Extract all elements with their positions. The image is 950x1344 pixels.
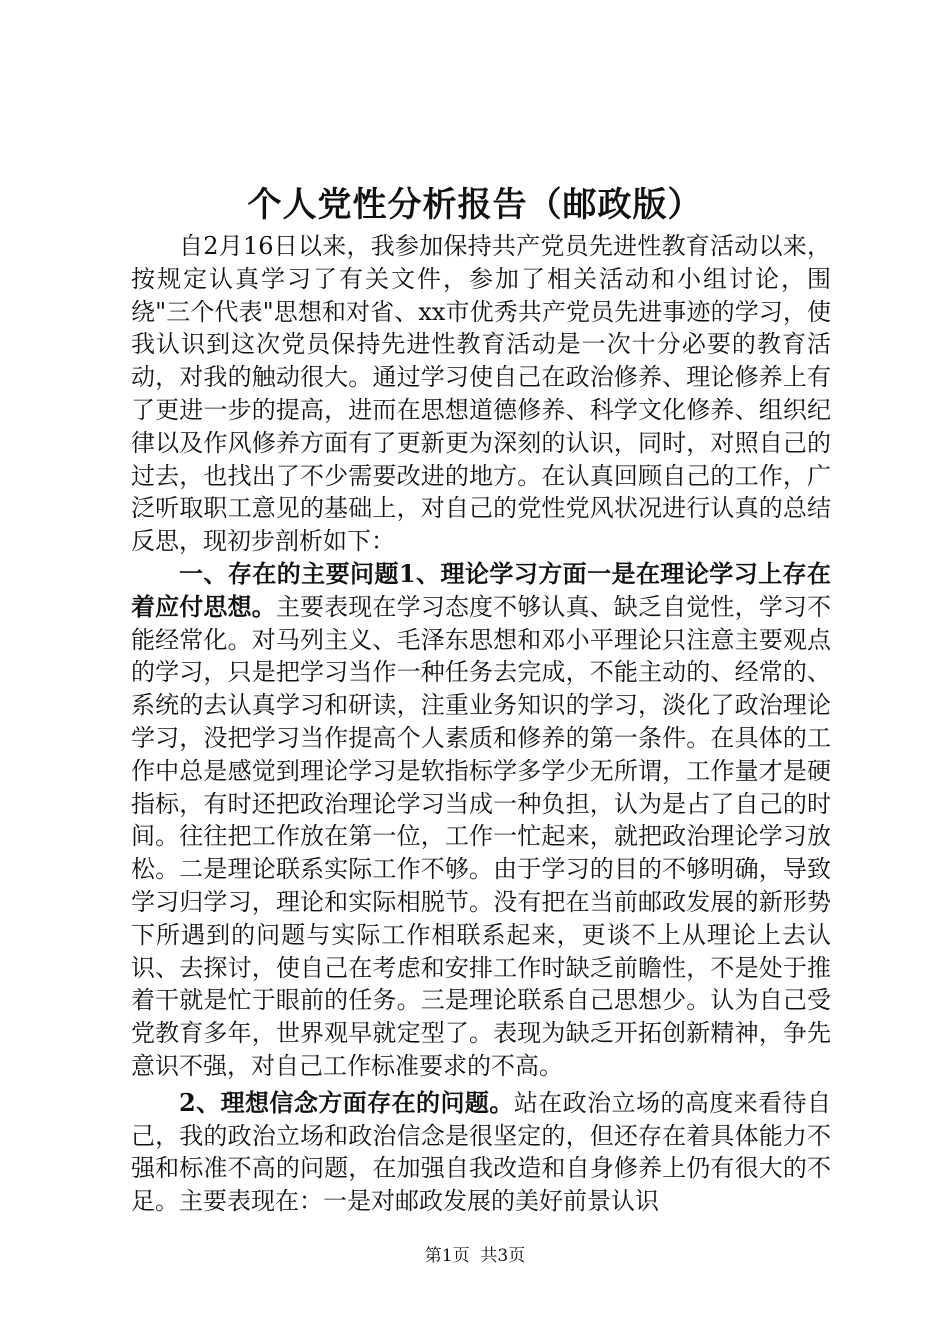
paragraph-text: 自2月16日以来，我参加保持共产党员先进性教育活动以来，按规定认真学习了有关文件，参加了相关活动和小组讨论，围绕"三个代表"思想和对省、xx市优秀共产党员先进事迹的学习，使我认识到这次党员保持先进性教育活动是一次十分必要的教育活动，对我的触动很大。通过学习使自己在政治修养、理论修养上有了更进一步的提高，进而在思想道德修养、科学文化修养、组织纪律以及作风修养方面有了更新更为深刻的认识，同时，对照自己的过去，也找出了不少需要改进的地方。在认真回顾自己的工作，广泛听取职工意见的基础上，对自己的党性党风状况进行认真的总结反思，现初步剖析如下： xyxy=(131,232,831,556)
paragraph-section-1 xyxy=(131,558,831,1083)
paragraph-text: 主要表现在学习态度不够认真、缺乏自觉性，学习不能经常化。对马列主义、毛泽东思想和邓小平理论只注意主要观点的学习，只是把学习当作一种任务去完成，不能主动的、经常的、系统的去认真学习和研读，注重业务知识的学习，淡化了政治理论学习，没把学习当作提高个人素质和修养的第一条件。在具体的工作中总是感觉到理论学习是软指标学多学少无所谓，工作量才是硬指标，有时还把政治理论学习当成一种负担，认为是占了自己的时间。往往把工作放在第一位，工作一忙起来，就把政治理论学习放松。二是理论联系实际工作不够。由于学习的目的不够明确，导致学习归学习，理论和实际相脱节。没有把在当前邮政发展的新形势下所遇到的问题与实际工作相联系起来，更谈不上从理论上去认识、去探讨，使自己在考虑和安排工作时缺乏前瞻性，不是处于推着干就是忙于眼前的任务。三是理论联系自己思想少。认为自己受党教育多年，世界观早就定型了。表现为缺乏开拓创新精神，争先意识不强，对自己工作标准要求的不高。 xyxy=(131,592,832,1080)
paragraph-intro xyxy=(131,230,831,558)
page-footer xyxy=(0,1244,950,1268)
document-body xyxy=(131,230,831,1218)
paragraph-text: 站在政治立场的高度来看待自己，我的政治立场和政治信念是很坚定的，但还存在着具体能力不强和标准不高的问题，在加强自我改造和自身修养上仍有很大的不足。主要表现在：一是对邮政发展的美好前景认识 xyxy=(131,1088,831,1216)
section-heading: 2、理想信念方面存在的问题。 xyxy=(179,1087,514,1117)
page-number: 第1页 xyxy=(424,1246,470,1266)
section-heading: 一、存在的主要问题1、理论学习方面一是在理论学习上存在着应付思想。 xyxy=(131,558,831,621)
paragraph-section-2 xyxy=(131,1087,831,1218)
document-title: 个人党性分析报告（邮政版） xyxy=(247,185,703,225)
page-total: 共3页 xyxy=(480,1246,526,1266)
